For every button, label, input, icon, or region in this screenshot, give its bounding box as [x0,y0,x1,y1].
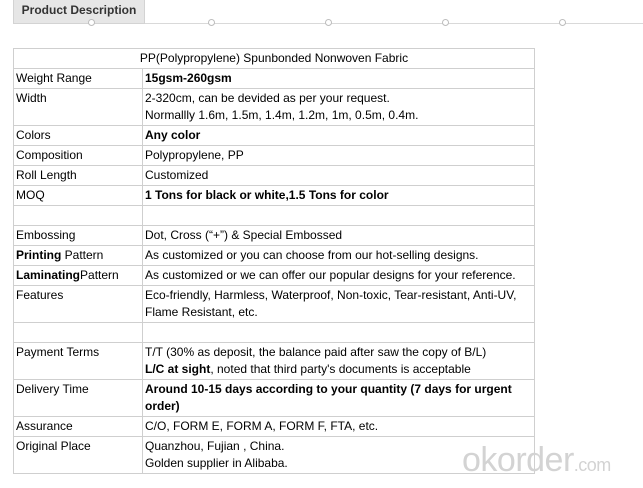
row-value: C/O, FORM E, FORM A, FORM F, FTA, etc. [143,417,535,437]
table-row [14,166,535,186]
row-label [14,246,143,266]
table-row [14,417,535,437]
carousel-dot-active[interactable] [88,19,95,26]
row-value: Dot, Cross (“+”) & Special Embossed [143,226,535,246]
row-value: 15gsm-260gsm [143,69,535,89]
row-label: Assurance [14,417,143,437]
tab-divider [145,23,643,24]
row-label: Embossing [14,226,143,246]
width-line-1: 2-320cm, can be devided as per your request. [145,91,390,105]
table-row [14,226,535,246]
carousel-dot[interactable] [442,19,449,26]
row-value: Around 10-15 days according to your quantity (7 days for urgent order) [143,380,535,417]
row-label: Weight Range [14,69,143,89]
table-row [14,286,535,323]
row-value: Eco-friendly, Harmless, Waterproof, Non-toxic, Tear-resistant, Anti-UV, Flame Resistant, etc. [143,286,535,323]
payment-line-1: T/T (30% as deposit, the balance paid after saw the copy of B/L) [145,345,487,359]
row-value: As customized or we can offer our popular designs for your reference. [143,266,535,286]
carousel-dot[interactable] [325,19,332,26]
table-row [14,126,535,146]
row-label: Delivery Time [14,380,143,417]
watermark-suffix: .com [573,455,611,475]
table-row [14,89,535,126]
label-bold: Laminating [16,268,81,282]
tab-bar [0,0,643,25]
table-row [14,246,535,266]
label-rest: Pattern [61,248,104,262]
table-row [14,186,535,206]
row-label: Original Place [14,437,143,474]
row-label: Payment Terms [14,343,143,380]
row-label: Width [14,89,143,126]
spacer-row [14,206,535,226]
row-label [14,266,143,286]
row-value: Polypropylene, PP [143,146,535,166]
table-row [14,146,535,166]
tab-product-description[interactable]: Product Description [13,0,145,24]
origin-line-1: Quanzhou, Fujian , China. [145,439,285,453]
payment-lc-rest: , noted that third party's documents is acceptable [210,362,471,376]
table-row [14,266,535,286]
row-label: MOQ [14,186,143,206]
table-row [14,49,535,69]
row-value [143,343,535,380]
origin-line-2: Golden supplier in Alibaba. [145,456,288,470]
table-row [14,69,535,89]
carousel-dot[interactable] [559,19,566,26]
label-rest: Pattern [80,268,119,282]
carousel-dot[interactable] [208,19,215,26]
row-value: Customized [143,166,535,186]
spec-table [13,48,535,474]
table-row [14,437,535,474]
label-bold: Printing [16,248,62,262]
row-label: Composition [14,146,143,166]
table-row [14,343,535,380]
row-value: 1 Tons for black or white,1.5 Tons for color [143,186,535,206]
row-label: Features [14,286,143,323]
table-title: PP(Polypropylene) Spunbonded Nonwoven Fabric [14,49,535,69]
row-label: Roll Length [14,166,143,186]
table-row [14,380,535,417]
width-line-2: Normallly 1.6m, 1.5m, 1.4m, 1.2m, 1m, 0.5m, 0.4m. [145,108,419,122]
payment-line-2 [145,361,532,378]
row-value: As customized or you can choose from our hot-selling designs. [143,246,535,266]
row-label: Colors [14,126,143,146]
payment-lc-bold: L/C at sight [145,362,211,376]
okorder-watermark [462,440,611,485]
spacer-row [14,323,535,343]
row-value [143,89,535,126]
row-value: Any color [143,126,535,146]
watermark-main: okorder [462,441,574,479]
